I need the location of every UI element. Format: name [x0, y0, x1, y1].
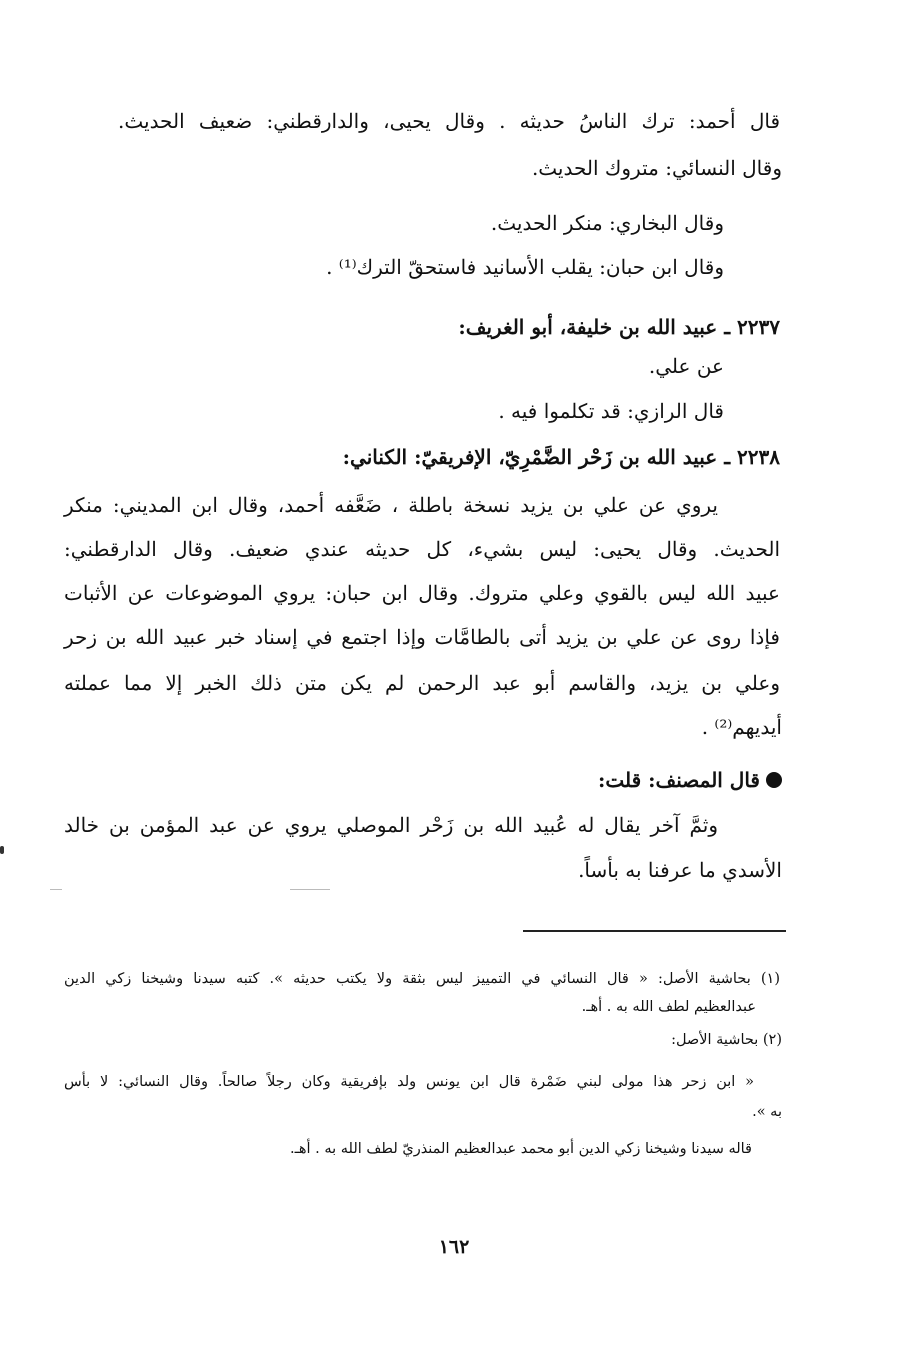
entry-2238-heading: ٢٢٣٨ ـ عبيد الله بن زَحْر الضَّمْرِيّ، الإفريقيّ: الكناني:: [342, 445, 780, 469]
page-number: ١٦٢: [438, 1236, 470, 1258]
margin-mark: [0, 846, 4, 854]
text-line-6: عن علي.: [648, 354, 724, 378]
text-line-14: أيديهم⁽²⁾ .: [701, 715, 782, 739]
text-line-3: وقال البخاري: منكر الحديث.: [490, 211, 724, 235]
footnote-2: (٢) بحاشية الأصل:: [671, 1032, 782, 1048]
text-line-10: الحديث. وقال يحيى: ليس بشيء، كل حديثه عندي ضعيف. وقال الدارقطني:: [64, 537, 780, 561]
entry-2237-heading: ٢٢٣٧ ـ عبيد الله بن خليفة، أبو الغريف:: [458, 315, 780, 339]
text-line-17: الأسدي ما عرفنا به بأساً.: [578, 858, 782, 882]
faint-mark: [290, 889, 330, 890]
text-line-13: وعلي بن يزيد، والقاسم أبو عبد الرحمن لم يكن متن ذلك الخبر إلا مما عملته: [64, 671, 780, 695]
bullet-icon: [766, 772, 782, 788]
text-line-11: عبيد الله ليس بالقوي وعلي متروك. وقال ابن حبان: يروي الموضوعات عن الأثبات: [64, 581, 780, 605]
footnote-2-quote-cont: به ».: [752, 1104, 782, 1120]
text-line-2: وقال النسائي: متروك الحديث.: [531, 156, 782, 180]
text-line-16: وثمَّ آخر يقال له عُبيد الله بن زَحْر الموصلي يروي عن عبد المؤمن بن خالد: [64, 813, 718, 837]
text-line-9: يروي عن علي بن يزيد نسخة باطلة ، ضَعَّفه أحمد، وقال ابن المديني: منكر: [64, 493, 718, 517]
footnote-1: (١) بحاشية الأصل: « قال النسائي في التمييز ليس بثقة ولا يكتب حديثه ». كتبه سيدنا وشيخنا زكي الدين: [64, 971, 780, 987]
text-line-7: قال الرازي: قد تكلموا فيه .: [498, 399, 724, 423]
faint-mark: [50, 889, 62, 890]
text-line-1: قال أحمد: ترك الناسُ حديثه . وقال يحيى، والدارقطني: ضعيف الحديث.: [118, 109, 780, 133]
text-line-12: فإذا روى عن علي بن يزيد أتى بالطامَّات وإذا اجتمع في إسناد خبر عبيد الله بن زحر: [64, 625, 780, 649]
footnote-2-signature: قاله سيدنا وشيخنا زكي الدين أبو محمد عبدالعظيم المنذريّ لطف الله به . أهـ.: [290, 1141, 752, 1157]
footnote-separator: [523, 930, 786, 932]
footnote-1-cont: عبدالعظيم لطف الله به . أهـ.: [581, 999, 756, 1015]
footnote-2-quote: « ابن زحر هذا مولى لبني ضَمْرة قال ابن يونس ولد بإفريقية وكان رجلاً صالحاً. وقال النسائي: لا بأس: [64, 1074, 754, 1090]
text-line-4: وقال ابن حبان: يقلب الأسانيد فاستحقّ الترك⁽¹⁾ .: [326, 255, 724, 279]
author-note-heading: قال المصنف: قلت:: [598, 768, 760, 792]
